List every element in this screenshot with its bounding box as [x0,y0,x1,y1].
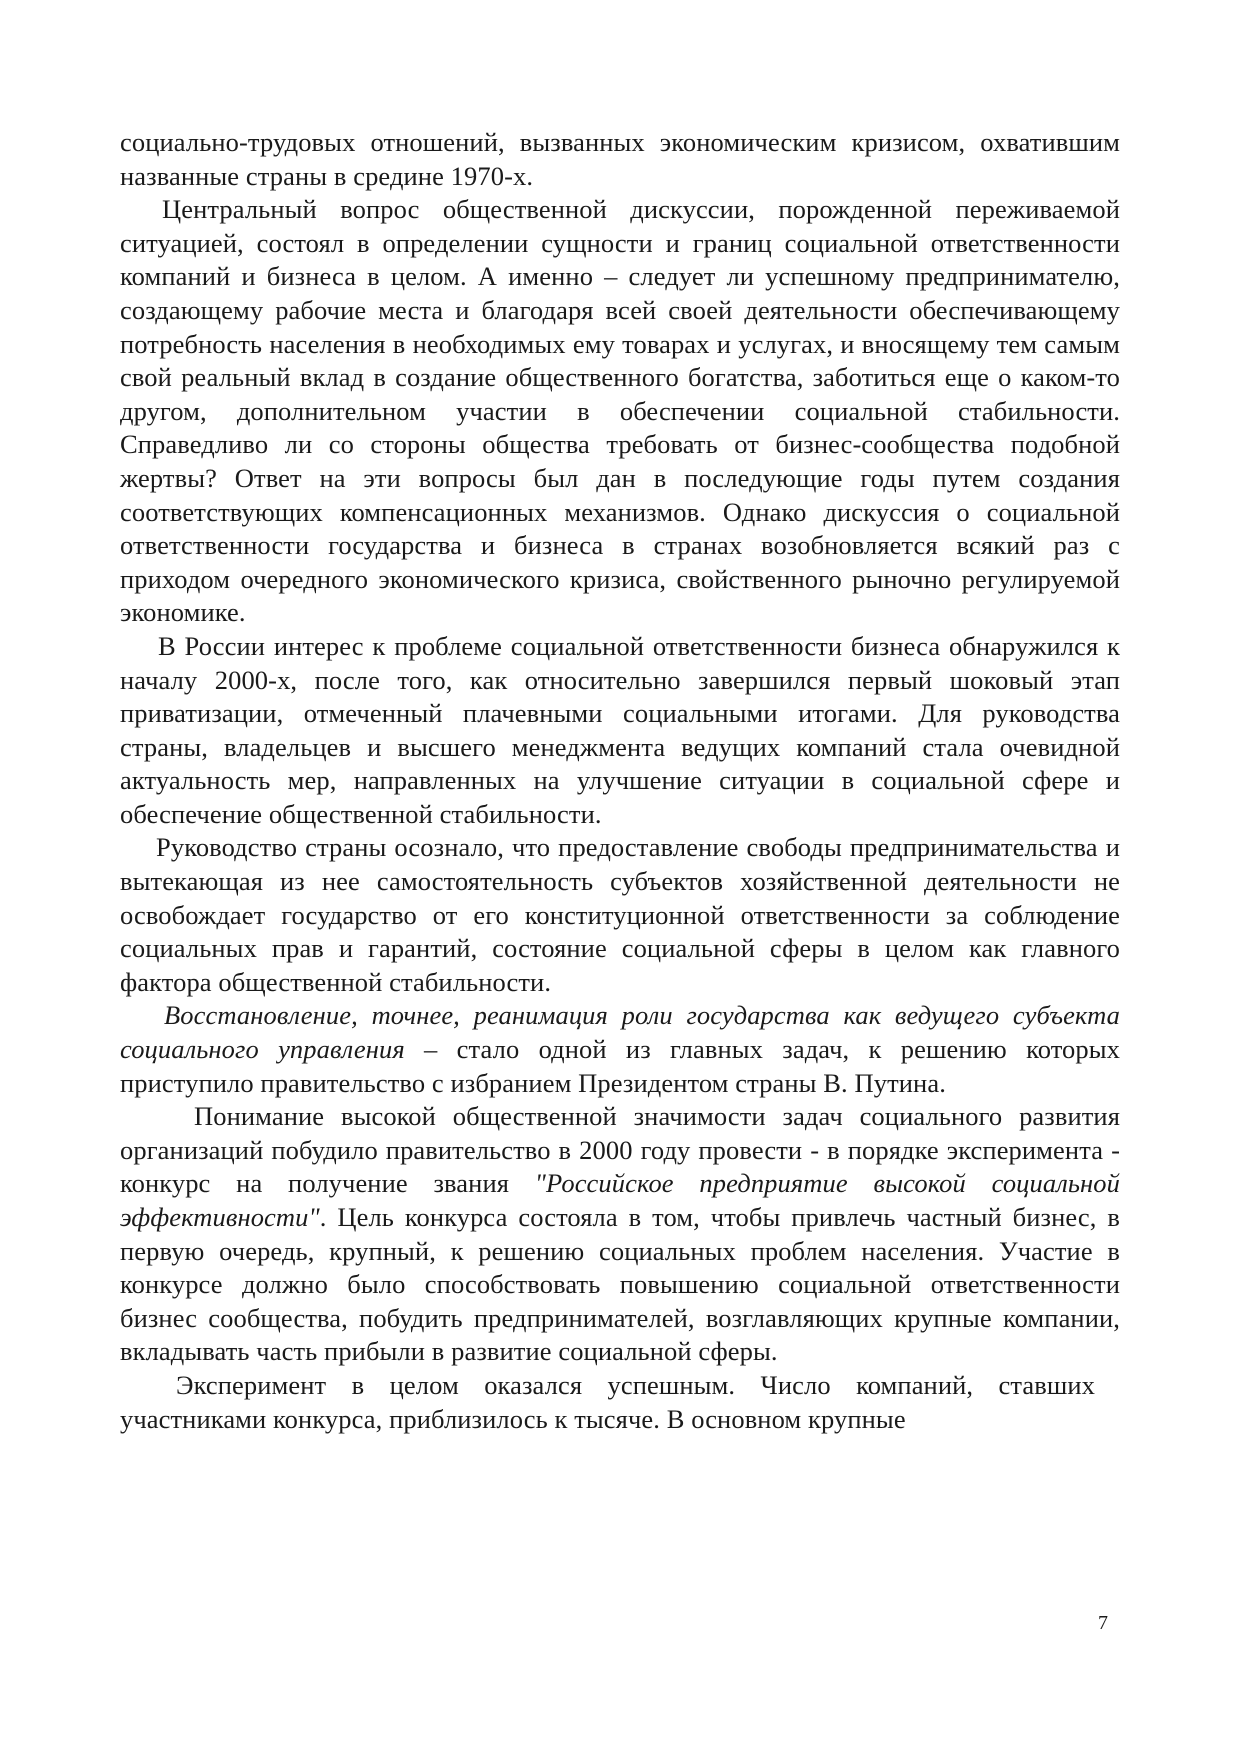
paragraph-3: В России интерес к проблеме социальной ответственности бизнеса обнаружился к началу 2000-х, после того, как относительно завершился первый шоковый этап приватизации, отмеченный плачевными социальными итогами. Для руководства страны, владельцев и высшего менеджмента ведущих компаний стала очевидной актуальность мер, направленных на улучшение ситуации в социальной сфере и обеспечение общественной стабильности. [120,630,1120,829]
paragraph-5 [120,999,1120,1100]
contest-title: "Российское предприятие высокой социальной эффективности" [120,1168,1120,1232]
paragraph-6-text-before: Понимание высокой общественной значимости задач социального развития организаций побудило правительство в 2000 году провести - в порядке эксперимента - конкурс на получение звания [120,1101,1120,1199]
paragraph-4: Руководство страны осознало, что предоставление свободы предпринимательства и вытекающая из нее самостоятельность субъектов хозяйственной деятельности не освобождает государство от его конституционной ответственности за соблюдение социальных прав и гарантий, состояние социальной сферы в целом как главного фактора общественной стабильности. [120,832,1120,997]
document-body [120,126,1120,1436]
paragraph-1: социально-трудовых отношений, вызванных экономическим кризисом, охватившим названные страны в средине 1970-х. [120,127,1120,191]
paragraph-5-text: – стало одной из главных задач, к решению которых приступило правительство с избранием Президентом страны В. Путина. [120,1034,1120,1098]
page-number: 7 [1098,1612,1108,1634]
paragraph-6-text-after: . Цель конкурса состояла в том, чтобы привлечь частный бизнес, в первую очередь, крупный, к решению социальных проблем населения. Участие в конкурсе должно было способствовать повышению социальной ответственности бизнес сообщества, побудить предпринимателей, возглавляющих крупные компании, вкладывать часть прибыли в развитие социальной сферы. [120,1202,1120,1367]
italic-phrase: Восстановление, точнее, реанимация роли государства как ведущего субъекта социального управления [120,1000,1120,1065]
paragraph-6 [120,1100,1120,1369]
paragraph-2: Центральный вопрос общественной дискуссии, порожденной переживаемой ситуацией, состоял в определении сущности и границ социальной ответственности компаний и бизнеса в целом. А именно – следует ли успешному предпринимателю, создающему рабочие места и благодаря всей своей деятельности обеспечивающему потребность населения в необходимых ему товарах и услугах, и вносящему тем самым свой реальный вклад в создание общественного богатства, заботиться еще о каком-то другом, дополнительном участии в обеспечении социальной стабильности. Справедливо ли со стороны общества требовать от бизнес-сообщества подобной жертвы? Ответ на эти вопросы был дан в последующие годы путем создания соответствующих компенсационных механизмов. Однако дискуссия о социальной ответственности государства и бизнеса в странах возобновляется всякий раз с приходом очередного экономического кризиса, свойственного рыночно регулируемой экономике. [120,194,1120,628]
paragraph-7: Эксперимент в целом оказался успешным. Число компаний, ставших участниками конкурса, приблизилось к тысяче. В основном крупные [120,1369,1095,1434]
